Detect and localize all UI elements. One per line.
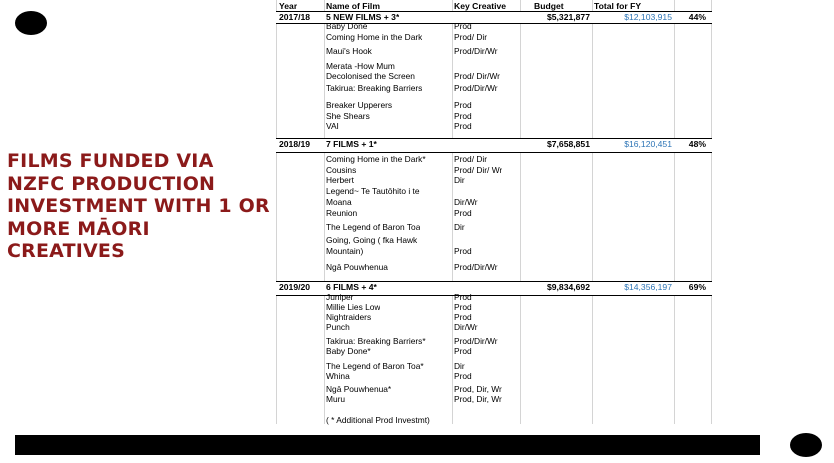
heading-line-2: NZFC PRODUCTION <box>7 172 216 195</box>
table-row <box>276 154 712 164</box>
decorative-dot-top-left <box>15 11 47 35</box>
table-header-row <box>276 0 712 10</box>
cell-role: Dir <box>454 175 465 185</box>
cell-role: Prod, Dir, Wr <box>454 394 502 404</box>
cell-role: Prod <box>454 346 472 356</box>
cell-film: Going, Going ( fka Hawk <box>326 235 418 245</box>
cell-film: Mountain) <box>326 246 364 256</box>
cell-role: Prod <box>454 246 472 256</box>
footer-bar <box>15 435 760 455</box>
table-row <box>276 175 712 185</box>
table-row <box>276 312 712 322</box>
cell-role: Prod <box>454 208 472 218</box>
cell-film: Reunion <box>326 208 358 218</box>
cell-film: She Shears <box>326 111 370 121</box>
cell-film: Coming Home in the Dark* <box>326 154 426 164</box>
table-row <box>276 222 712 232</box>
cell-film: Takirua: Breaking Barriers <box>326 83 423 93</box>
table-row <box>276 302 712 312</box>
table-row <box>276 336 712 346</box>
cell-total: $14,356,197 <box>624 282 672 292</box>
cell-role: Prod <box>454 302 472 312</box>
cell-film: Coming Home in the Dark <box>326 32 423 42</box>
decorative-dot-bottom-right <box>790 433 822 457</box>
cell-film: Juniper <box>326 292 354 302</box>
cell-year: 2018/19 <box>279 139 311 149</box>
heading-line-5: CREATIVES <box>7 240 125 262</box>
cell-film: Legend~ Te Tautōhito i te <box>326 186 420 196</box>
cell-role: Prod/Dir/Wr <box>454 83 498 93</box>
cell-budget: $9,834,692 <box>546 282 590 292</box>
table-row <box>276 405 712 413</box>
cell-role: Prod <box>454 100 472 110</box>
table-row <box>276 415 712 425</box>
header-budget: Budget <box>534 1 564 11</box>
cell-film: Nightraiders <box>326 312 372 322</box>
cell-film: Whina <box>326 371 350 381</box>
cell-role: Prod <box>454 21 472 31</box>
cell-film: 7 FILMS + 1* <box>326 139 377 149</box>
cell-year: 2019/20 <box>279 282 311 292</box>
header-film: Name of Film <box>326 1 380 11</box>
cell-film: Takirua: Breaking Barriers* <box>326 336 426 346</box>
cell-film: Millie Lies Low <box>326 302 381 312</box>
table-row <box>276 100 712 110</box>
cell-film: Maui's Hook <box>326 46 372 56</box>
heading-line-3: INVESTMENT WITH 1 OR <box>7 195 270 217</box>
table-row <box>276 21 712 31</box>
slide-heading <box>7 150 270 263</box>
cell-role: Dir <box>454 222 465 232</box>
cell-role: Dir/Wr <box>454 322 478 332</box>
cell-role: Prod/ Dir/ Wr <box>454 165 503 175</box>
table-row <box>276 384 712 394</box>
table-row <box>276 346 712 356</box>
cell-percent: 48% <box>688 139 706 149</box>
cell-film: VAI <box>326 121 339 131</box>
cell-film: The Legend of Baron Toa* <box>326 361 424 371</box>
cell-total: $12,103,915 <box>624 12 672 22</box>
table-row <box>276 235 712 245</box>
cell-role: Prod, Dir, Wr <box>454 384 502 394</box>
table-row <box>276 165 712 175</box>
table-row <box>276 292 712 302</box>
table-row <box>276 394 712 404</box>
year-summary-row <box>276 138 712 153</box>
cell-role: Dir/Wr <box>454 197 478 207</box>
table-row <box>276 322 712 332</box>
cell-film: Baby Done <box>326 21 368 31</box>
cell-film: Ngā Pouwhenua <box>326 262 388 272</box>
cell-budget: $7,658,851 <box>546 139 590 149</box>
table-row <box>276 274 712 281</box>
cell-film: Breaker Upperers <box>326 100 393 110</box>
cell-role: Prod <box>454 371 472 381</box>
cell-role: Dir <box>454 361 465 371</box>
heading-line-1: FILMS FUNDED VIA <box>7 150 214 172</box>
cell-film: Herbert <box>326 175 354 185</box>
table-row <box>276 32 712 42</box>
spreadsheet-table <box>276 0 712 424</box>
header-role: Key Creative <box>454 1 507 11</box>
table-row <box>276 262 712 272</box>
cell-percent: 44% <box>688 12 706 22</box>
table-row <box>276 121 712 131</box>
table-row <box>276 131 712 138</box>
table-row <box>276 111 712 121</box>
cell-role: Prod/Dir/Wr <box>454 46 498 56</box>
table-row <box>276 197 712 207</box>
cell-year: 2017/18 <box>279 12 311 22</box>
cell-film: Merata -How Mum <box>326 61 395 71</box>
header-total: Total for FY <box>594 1 642 11</box>
heading-line-4: MORE MĀORI <box>7 217 150 240</box>
cell-role: Prod/ Dir/Wr <box>454 71 500 81</box>
cell-role: Prod/Dir/Wr <box>454 262 498 272</box>
cell-film: 6 FILMS + 4* <box>326 282 377 292</box>
cell-film: 5 NEW FILMS + 3* <box>326 12 400 22</box>
cell-total: $16,120,451 <box>624 139 672 149</box>
table-row <box>276 371 712 381</box>
cell-role: Prod <box>454 292 472 302</box>
cell-role: Prod <box>454 312 472 322</box>
table-row <box>276 71 712 81</box>
cell-film: Cousins <box>326 165 357 175</box>
table-row <box>276 61 712 71</box>
cell-percent: 69% <box>688 282 706 292</box>
cell-film: Muru <box>326 394 346 404</box>
header-year: Year <box>279 1 298 11</box>
cell-film: Punch <box>326 322 350 332</box>
cell-budget: $5,321,877 <box>546 12 590 22</box>
cell-role: Prod/Dir/Wr <box>454 336 498 346</box>
table-row <box>276 361 712 371</box>
cell-role: Prod <box>454 111 472 121</box>
cell-film: ( * Additional Prod Investmt) <box>326 415 430 425</box>
table-row <box>276 186 712 196</box>
table-row <box>276 246 712 256</box>
cell-role: Prod/ Dir <box>454 154 488 164</box>
table-row <box>276 83 712 93</box>
cell-film: Moana <box>326 197 352 207</box>
cell-film: Ngā Pouwhenua* <box>326 384 392 394</box>
cell-role: Prod <box>454 121 472 131</box>
table-row <box>276 208 712 218</box>
cell-film: The Legend of Baron Toa <box>326 222 421 232</box>
cell-film: Baby Done* <box>326 346 371 356</box>
table-row <box>276 46 712 56</box>
cell-role: Prod/ Dir <box>454 32 488 42</box>
cell-film: Decolonised the Screen <box>326 71 415 81</box>
